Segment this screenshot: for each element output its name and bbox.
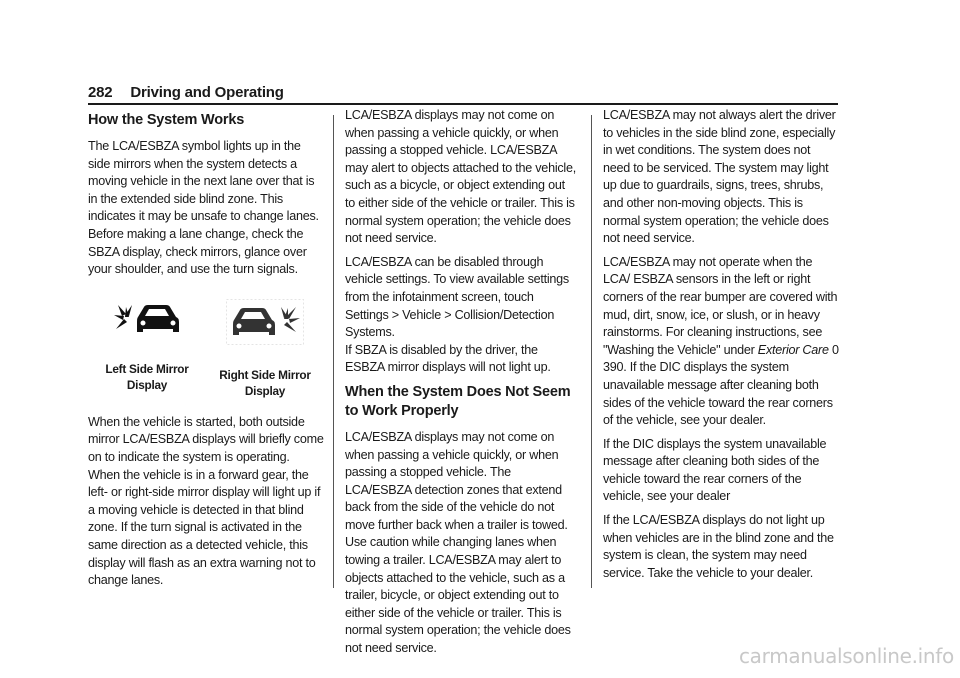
paragraph-cleaning <box>603 254 839 430</box>
caption-left-line1: Left Side Mirror <box>105 361 189 376</box>
paragraph: When the vehicle is started, both outside mirror LCA/ESBZA displays will briefly come on to indicate the system is operating. When the vehicle is in a forward gear, the left- or right-side mirror display will light up if a moving vehicle is detected in that blind zone. If the turn signal is activated in the same direction as a detected vehicle, this display will flash as an extra warning not to change lanes. <box>88 414 324 588</box>
figure-left-mirror <box>92 299 202 400</box>
heading-not-working: When the System Does Not Seem to Work Properly <box>345 383 571 419</box>
heading-how-system-works: How the System Works <box>88 112 245 128</box>
cleaning-text: LCA/ESBZA may not operate when the LCA/ ESBZA sensors in the left or right corners of the rear bumper are covered with mud, dirt, snow, ice, or slush, or in heavy rainstorms. For cleaning instructions, see "Washing the Vehicle" under <box>603 254 838 357</box>
paragraph: If the DIC displays the system unavailable message after cleaning both sides of the vehicle toward the rear corners of the vehicle, see your dealer <box>603 436 827 504</box>
page-number: 282 <box>88 84 113 101</box>
paragraph: LCA/ESBZA displays may not come on when passing a vehicle quickly, or when passing a stopped vehicle. The LCA/ESBZA detection zones that extend back from the side of the vehicle do not move further back when a trailer is towed. Use caution while changing lanes when towing a trailer. LCA/ESBZA may alert to objects attached to the vehicle, such as a trailer, bicycle, or object extending out to either side of the vehicle or trailer. This is normal system operation; the vehicle does not need service. <box>345 429 571 656</box>
paragraph-settings <box>345 254 577 377</box>
column-2 <box>345 107 577 664</box>
caption-left-line2: Display <box>126 378 168 393</box>
paragraph: The LCA/ESBZA symbol lights up in the side mirrors when the system detects a moving vehicle in the next lane over that is in the extended side blind zone. This indicates it may be unsafe to change lanes. Before making a lane change, check the SBZA display, check mirrors, glance over your shoulder, and use the turn signals. <box>88 139 319 277</box>
paragraph: LCA/ESBZA displays may not come on when passing a vehicle quickly, or when passing a stopped vehicle. LCA/ESBZA may alert to objects attached to the vehicle, such as a bicycle, or object extending out to either side of the vehicle or trailer. This is normal system operation; the vehicle does not need service. <box>345 108 576 246</box>
settings-instructions: LCA/ESBZA can be disabled through vehicle settings. To view available settings from the infotainment screen, touch Settings > Vehicle > Collision/Detection Systems. <box>345 254 569 340</box>
page-header <box>88 84 838 104</box>
header-rule <box>88 103 838 105</box>
exterior-care-reference[interactable]: Exterior Care <box>757 342 829 357</box>
column-1 <box>88 107 324 596</box>
column-divider-1 <box>333 115 334 588</box>
caption-right-line2: Display <box>244 384 286 399</box>
section-title: Driving and Operating <box>130 84 284 101</box>
blind-zone-car-warning-right-icon <box>226 299 304 345</box>
watermark: carmanualsonline.info <box>738 644 954 668</box>
paragraph: LCA/ESBZA may not always alert the driver to vehicles in the side blind zone, especially in wet conditions. The system does not need to be serviced. The system may light up due to guardrails, signs, trees, shrubs, and other non-moving objects. This is normal system operation; the vehicle does not need service. <box>603 108 836 246</box>
column-divider-2 <box>591 115 592 588</box>
column-3 <box>603 107 839 588</box>
paragraph: If the LCA/ESBZA displays do not light up when vehicles are in the blind zone and the system is clean, the system may need service. Take the vehicle to your dealer. <box>603 513 834 580</box>
figure-right-mirror <box>210 299 320 400</box>
page-reference[interactable]: 0 390 <box>603 342 839 375</box>
cleaning-text-end: . If the DIC displays the system unavailable message after cleaning both sides of the vehicle toward the rear corners of the vehicle, see your dealer. <box>603 360 833 428</box>
caption-right-line1: Right Side Mirror <box>219 367 311 382</box>
mirror-display-figures <box>88 299 324 400</box>
sbza-disabled-note: If SBZA is disabled by the driver, the ESBZA mirror displays will not light up. <box>345 342 551 375</box>
blind-zone-car-warning-left-icon <box>112 299 182 339</box>
